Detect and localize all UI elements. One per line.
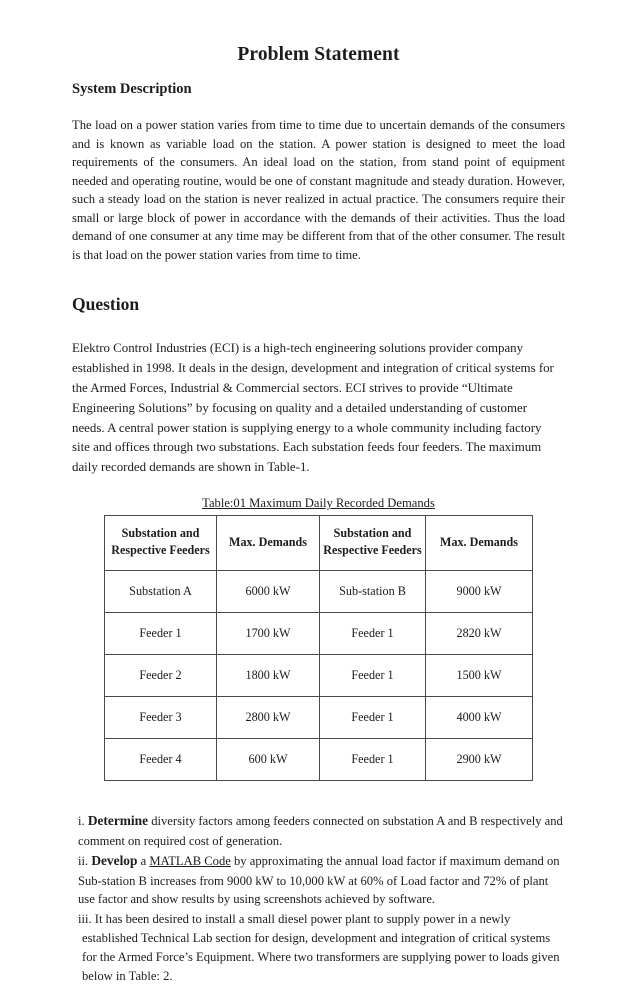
task-list bbox=[0, 781, 637, 985]
task-text: It has been desired to install a small diesel power plant to supply power in a newly established Technical Lab section for design, development and integration of critical systems for the Armed Force’s Equipment. Where two transformers are supplying power to loads given below in Table: 2. bbox=[82, 912, 560, 984]
task-number: i. bbox=[78, 814, 85, 829]
task-underlined-term: MATLAB Code bbox=[149, 854, 231, 869]
table-cell: 1500 kW bbox=[426, 655, 533, 697]
table-header-cell: Substation and Respective Feeders bbox=[105, 516, 217, 571]
task-item-i bbox=[78, 811, 567, 850]
table-cell: Feeder 4 bbox=[105, 739, 217, 781]
task-number: iii. bbox=[78, 912, 92, 927]
table-caption-text: Table:01 Maximum Daily Recorded Demands bbox=[202, 496, 435, 511]
table-cell: Feeder 1 bbox=[105, 613, 217, 655]
table-cell: 2800 kW bbox=[217, 697, 320, 739]
table-header-cell: Substation and Respective Feeders bbox=[320, 516, 426, 571]
table-cell: 1700 kW bbox=[217, 613, 320, 655]
table-row bbox=[105, 571, 533, 613]
table-cell: Feeder 1 bbox=[320, 613, 426, 655]
table-header-cell: Max. Demands bbox=[426, 516, 533, 571]
table-cell: 600 kW bbox=[217, 739, 320, 781]
paragraph-question: Elektro Control Industries (ECI) is a high-tech engineering solutions provider company established in 1998. It deals in the design, development and integration of critical systems for the Armed Forces, Industrial & Commercial sectors. ECI strives to provide “Ultimate Engineering Solutions” by focusing on quality and a detailed understanding of customer needs. A central power station is supplying energy to a whole community including factory site and offices through two substations. Each substation feeds four feeders. The maximum daily recorded demands are shown in Table-1. bbox=[72, 341, 554, 475]
table-header-cell: Max. Demands bbox=[217, 516, 320, 571]
max-daily-demands-table bbox=[104, 515, 533, 781]
paragraph-system-description: The load on a power station varies from time to time due to uncertain demands of the consumers and is known as variable load on the station. A power station is designed to meet the load requirements of the consumers. An ideal load on the station, from stand point of equipment needed and operating routine, would be one of constant magnitude and steady duration. However, such a steady load on the station is never realized in actual practice. The consumers require their small or large block of power in accordance with the demands of their activities. Thus the load demand of one consumer at any time may be different from that of the other consumer. The result is that load on the power station varies from time to time. bbox=[72, 118, 565, 262]
table-cell: 6000 kW bbox=[217, 571, 320, 613]
task-verb: Develop bbox=[91, 853, 138, 869]
table-cell: Feeder 1 bbox=[320, 697, 426, 739]
table-row bbox=[105, 613, 533, 655]
table-cell: 1800 kW bbox=[217, 655, 320, 697]
table-header-row bbox=[105, 516, 533, 571]
table-cell: Feeder 1 bbox=[320, 655, 426, 697]
table-cell: Feeder 2 bbox=[105, 655, 217, 697]
task-number: ii. bbox=[78, 854, 89, 869]
task-verb: Determine bbox=[87, 813, 149, 829]
table-cell: 2900 kW bbox=[426, 739, 533, 781]
table-cell: 2820 kW bbox=[426, 613, 533, 655]
task-text: diversity factors among feeders connected on substation A and B respectively and comment on required cost of generation. bbox=[78, 814, 563, 848]
table-row bbox=[105, 739, 533, 781]
table-cell: Feeder 1 bbox=[320, 739, 426, 781]
table-row bbox=[105, 655, 533, 697]
table-cell: 4000 kW bbox=[426, 697, 533, 739]
table-cell: Sub-station B bbox=[320, 571, 426, 613]
task-item-ii bbox=[78, 850, 567, 909]
task-text-before: a bbox=[137, 854, 150, 869]
table-cell: Feeder 3 bbox=[105, 697, 217, 739]
section-heading-question: Question bbox=[72, 294, 140, 314]
table-row bbox=[105, 697, 533, 739]
table-cell: Substation A bbox=[105, 571, 217, 613]
task-text-after: by approximating the annual load factor if maximum demand on Sub-station B increases from 9000 kW to 10,000 kW at 60% of Load factor and 72% of plant use factor and show results by using screenshots achieved by software. bbox=[78, 854, 560, 907]
table-caption bbox=[0, 478, 637, 511]
section-heading-system-description: System Description bbox=[72, 81, 192, 97]
table-cell: 9000 kW bbox=[426, 571, 533, 613]
task-item-iii bbox=[78, 909, 567, 986]
page-title: Problem Statement bbox=[237, 44, 400, 65]
